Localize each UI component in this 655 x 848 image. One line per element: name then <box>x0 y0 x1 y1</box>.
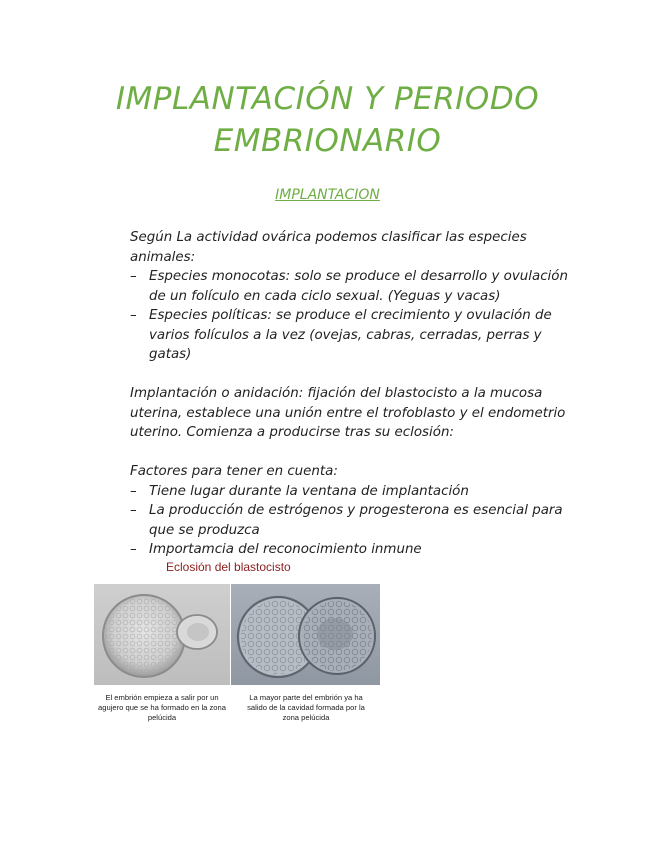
species-list <box>130 267 570 365</box>
caption-hatching-advanced: La mayor parte del embrión ya ha salido de la cavidad formada por la zona pelúcida <box>247 693 365 722</box>
factors-list <box>130 482 570 560</box>
implantation-definition: Implantación o anidación: fijación del blastocisto a la mucosa uterina, establece una unión entre el trofoblasto y el endometrio uterino. Comienza a producirse tras su eclosión: <box>130 386 566 440</box>
micrograph-hatching-start <box>94 584 230 685</box>
factors-heading: Factores para tener en cuenta: <box>130 464 338 479</box>
figure-title: Eclosión del blastocisto <box>166 560 291 574</box>
micrograph-hatching-advanced <box>231 584 380 685</box>
section-heading: IMPLANTACION <box>275 187 380 203</box>
species-item-politicas: – Especies políticas: se produce el crecimiento y ovulación de varios folículos a la vez (ovejas, cabras, cerradas, perras y gatas) <box>130 306 570 365</box>
factor-item-hormones: – La producción de estrógenos y progesterona es esencial para que se produzca <box>130 501 570 540</box>
species-intro: Según La actividad ovárica podemos clasificar las especies animales: <box>130 230 527 265</box>
caption-hatching-start: El embrión empieza a salir por un agujero que se ha formado en la zona pelúcida <box>98 693 226 722</box>
species-item-monocotas: – Especies monocotas: solo se produce el desarrollo y ovulación de un folículo en cada ciclo sexual. (Yeguas y vacas) <box>130 267 570 306</box>
document-body <box>130 228 570 560</box>
title-line-1: IMPLANTACIÓN Y PERIODO <box>115 81 540 117</box>
blastocyst-hatching-start-image <box>94 584 230 685</box>
factor-item-immune: – Importamcia del reconocimiento inmune <box>130 540 570 560</box>
factor-item-window: – Tiene lugar durante la ventana de implantación <box>130 482 570 502</box>
title-line-2: EMBRIONARIO <box>213 123 442 159</box>
document-title <box>0 78 655 162</box>
blastocyst-hatching-advanced-image <box>231 584 380 685</box>
